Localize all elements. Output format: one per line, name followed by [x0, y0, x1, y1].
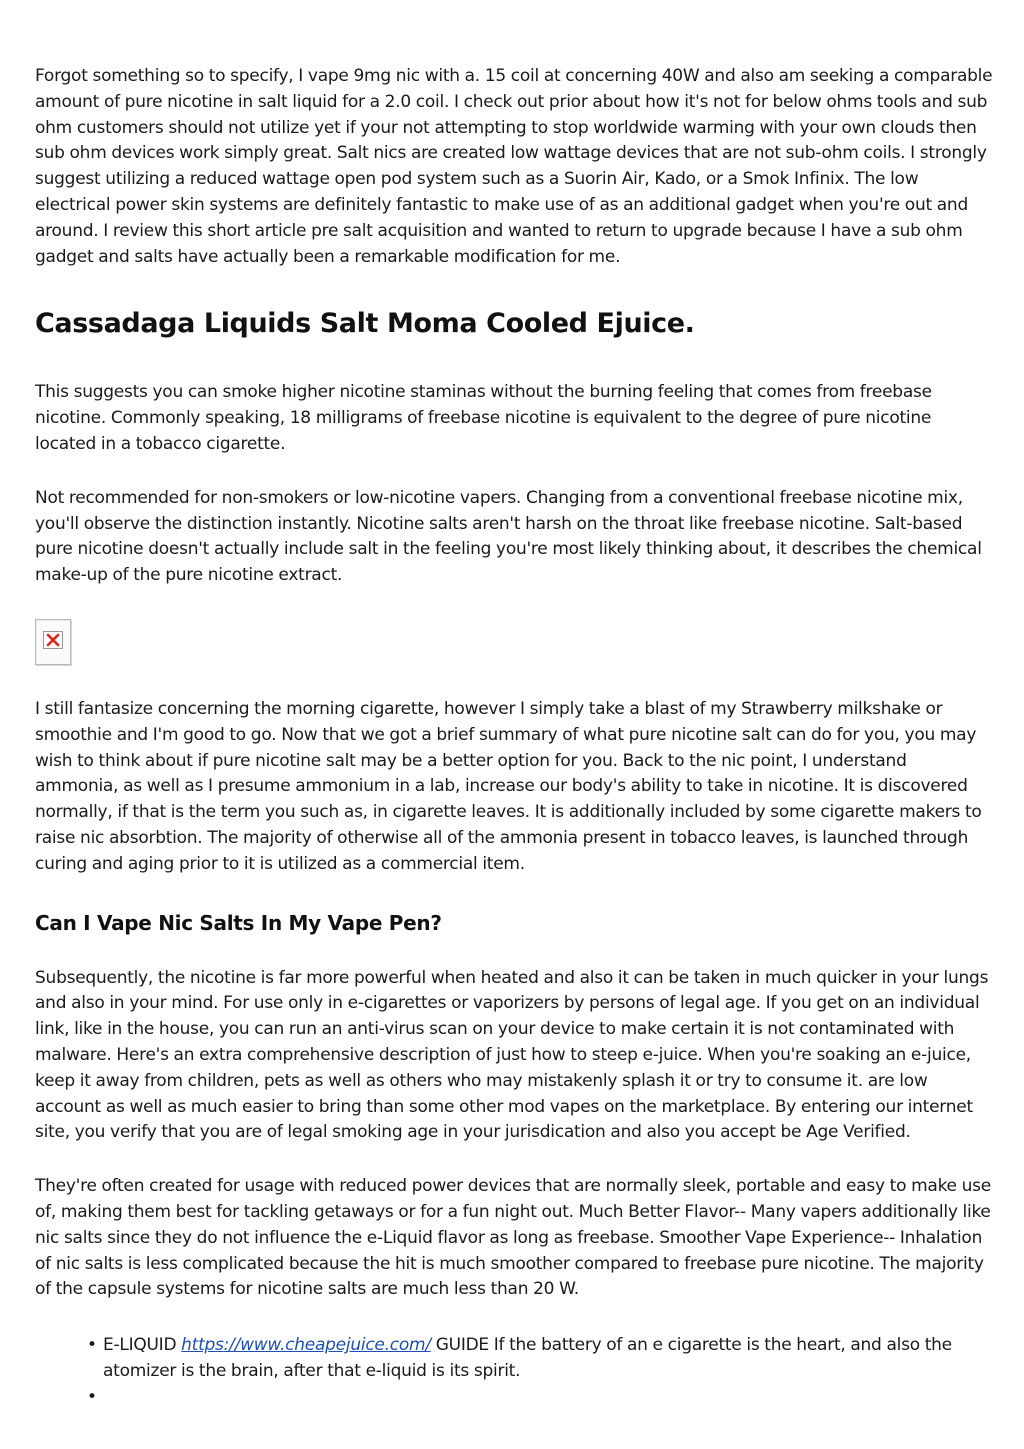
bullet-icon: • [87, 1386, 97, 1407]
document-page [35, 64, 993, 1407]
list-item [87, 1333, 993, 1385]
list-item-text-after: GUIDE If the battery of an e cigarette is the heart, and also the atomizer is the brain, after that e-liquid is its spirit. [103, 1335, 952, 1381]
list-item-text-before: E-LIQUID [103, 1335, 182, 1356]
paragraph-1: Forgot something so to specify, I vape 9mg nic with a. 15 coil at concerning 40W and also am seeking a comparable amount of pure nicotine in salt liquid for a 2.0 coil. I check out prior about how it's not for below ohms tools and sub ohm customers should not utilize yet if your not attempting to stop worldwide warming with your own clouds then sub ohm devices work simply great. Salt nics are created low wattage devices that are not sub-ohm coils. I strongly suggest utilizing a reduced wattage open pod system such as a Suorin Air, Kado, or a Smok Infinix. The low electrical power skin systems are definitely fantastic to make use of as an additional gadget when you're out and around. I review this short article pre salt acquisition and wanted to return to upgrade because I have a sub ohm gadget and salts have actually been a remarkable modification for me. [35, 66, 993, 267]
broken-image-placeholder [35, 619, 71, 665]
heading-can-i-vape-nic-salts: Can I Vape Nic Salts In My Vape Pen? [35, 910, 442, 935]
paragraph-4: I still fantasize concerning the morning cigarette, however I simply take a blast of my Strawberry milkshake or smoothie and I'm good to go. Now that we got a brief summary of what pure nicotine salt can do for you, you may wish to think about if pure nicotine salt may be a better option for you. Back to the nic point, I understand ammonia, as well as I presume ammonium in a lab, increase our body's ability to take in nicotine. It is discovered normally, if that is the term you such as, in cigarette leaves. It is additionally included by some cigarette makers to raise nic absorbtion. The majority of otherwise all of the ammonia present in tobacco leaves, is launched through curing and aging prior to it is utilized as a commercial item. [35, 698, 982, 874]
paragraph-5: Subsequently, the nicotine is far more powerful when heated and also it can be taken in much quicker in your lungs and also in your mind. For use only in e-cigarettes or vaporizers by persons of legal age. If you get on an individual link, like in the house, you can run an anti-virus scan on your device to make certain it is not contaminated with malware. Here's an extra comprehensive description of just how to steep e-juice. When you're soaking an e-juice, keep it away from children, pets as well as others who may mistakenly splash it or try to consume it. are low account as well as much easier to bring than some other mod vapes on the marketplace. By entering our internet site, you verify that you are of legal smoking age in your jurisdication and also you accept be Age Verified. [35, 967, 989, 1143]
heading-cassadaga-liquids: Cassadaga Liquids Salt Moma Cooled Ejuice. [35, 308, 695, 340]
paragraph-6: They're often created for usage with reduced power devices that are normally sleek, portable and easy to make use of, making them best for tackling getaways or for a fun night out. Much Better Flavor-- Many vapers additionally like nic salts since they do not influence the e-Liquid flavor as long as freebase. Smoother Vape Experience-- Inhalation of nic salts is less complicated because the hit is much smoother compared to freebase pure nicotine. The majority of the capsule systems for nicotine salts are much less than 20 W. [35, 1176, 991, 1300]
broken-image-icon [43, 631, 63, 649]
cheapejuice-link[interactable]: https://www.cheapejuice.com/ [181, 1335, 431, 1356]
bullet-icon: • [87, 1335, 97, 1356]
paragraph-3: Not recommended for non-smokers or low-nicotine vapers. Changing from a conventional freebase nicotine mix, you'll observe the distinction instantly. Nicotine salts aren't harsh on the throat like freebase nicotine. Salt-based pure nicotine doesn't actually include salt in the feeling you're most likely thinking about, it describes the chemical make-up of the pure nicotine extract. [35, 487, 982, 586]
link-list [35, 1333, 993, 1407]
paragraph-2: This suggests you can smoke higher nicotine staminas without the burning feeling that comes from freebase nicotine. Commonly speaking, 18 milligrams of freebase nicotine is equivalent to the degree of pure nicotine located in a tobacco cigarette. [35, 382, 932, 454]
